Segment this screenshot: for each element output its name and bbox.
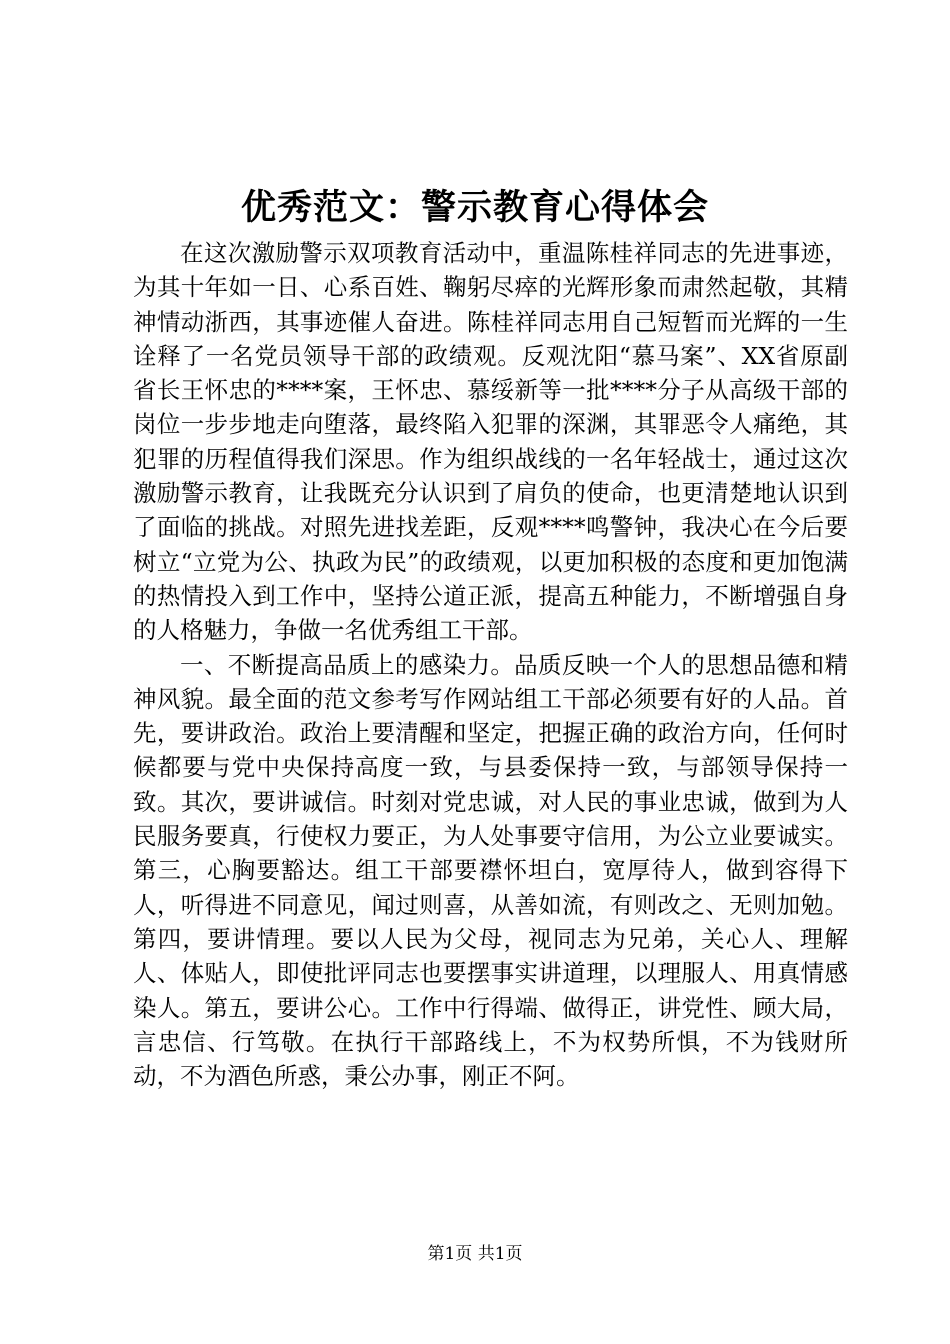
paragraph-intro: 在这次激励警示双项教育活动中，重温陈桂祥同志的先进事迹，为其十年如一日、心系百姓、鞠躬尽瘁的光辉形象而肃然起敬，其精神情动浙西，其事迹催人奋进。陈桂祥同志用自己短暂而光辉的一生诠释了一名党员领导干部的政绩观。反观沈阳“慕马案”、XX省原副省长王怀忠的****案，王怀忠、慕绥新等一批****分子从高级干部的岗位一步步地走向堕落，最终陷入犯罪的深渊，其罪恶令人痛绝，其犯罪的历程值得我们深思。作为组织战线的一名年轻战士，通过这次激励警示教育，让我既充分认识到了肩负的使命，也更清楚地认识到了面临的挑战。对照先进找差距，反观****鸣警钟，我决心在今后要树立“立党为公、执政为民”的政绩观，以更加积极的态度和更加饱满的热情投入到工作中，坚持公道正派，提高五种能力，不断增强自身的人格魅力，争做一名优秀组工干部。 — [133, 239, 848, 645]
document-body — [133, 236, 848, 1093]
page-footer: 第1页 共1页 — [427, 1244, 523, 1264]
document-title: 优秀范文：警示教育心得体会 — [240, 187, 709, 228]
paragraph-section-one: 一、不断提高品质上的感染力。品质反映一个人的思想品德和精神风貌。最全面的范文参考写作网站组工干部必须要有好的人品。首先，要讲政治。政治上要清醒和坚定，把握正确的政治方向，任何时候都要与党中央保持高度一致，与县委保持一致，与部领导保持一致。其次，要讲诚信。时刻对党忠诚，对人民的事业忠诚，做到为人民服务要真，行使权力要正，为人处事要守信用，为公立业要诚实。第三，心胸要豁达。组工干部要襟怀坦白，宽厚待人，做到容得下人，听得进不同意见，闻过则喜，从善如流，有则改之、无则加勉。第四，要讲情理。要以人民为父母，视同志为兄弟，关心人、理解人、体贴人，即使批评同志也要摆事实讲道理，以理服人、用真情感染人。第五，要讲公心。工作中行得端、做得正，讲党性、顾大局，言忠信、行笃敬。在执行干部路线上，不为权势所惧，不为钱财所动，不为酒色所惑，秉公办事，刚正不阿。 — [133, 650, 848, 1091]
